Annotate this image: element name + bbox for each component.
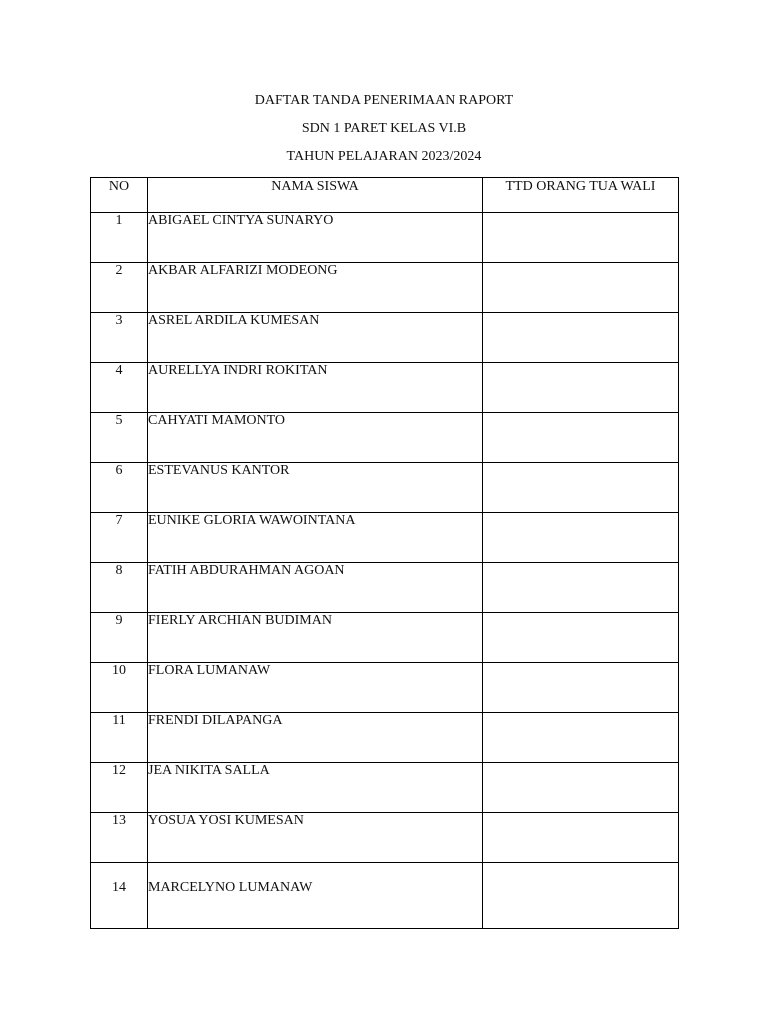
table-row — [91, 213, 679, 263]
row-number: 7 — [91, 513, 148, 563]
table-row — [91, 313, 679, 363]
row-number: 8 — [91, 563, 148, 613]
signature-cell — [483, 613, 679, 663]
header-student-name: NAMA SISWA — [148, 178, 483, 213]
student-name: AKBAR ALFARIZI MODEONG — [148, 263, 483, 313]
table-row — [91, 713, 679, 763]
signature-cell — [483, 763, 679, 813]
row-number: 3 — [91, 313, 148, 363]
table-row — [91, 263, 679, 313]
row-number: 10 — [91, 663, 148, 713]
row-number: 11 — [91, 713, 148, 763]
student-name: YOSUA YOSI KUMESAN — [148, 813, 483, 863]
table-row — [91, 413, 679, 463]
student-name: FRENDI DILAPANGA — [148, 713, 483, 763]
row-number: 6 — [91, 463, 148, 513]
row-number: 1 — [91, 213, 148, 263]
row-number: 2 — [91, 263, 148, 313]
row-number: 5 — [91, 413, 148, 463]
student-name: MARCELYNO LUMANAW — [148, 863, 483, 929]
signature-cell — [483, 363, 679, 413]
student-name: FLORA LUMANAW — [148, 663, 483, 713]
signature-cell — [483, 413, 679, 463]
row-number: 4 — [91, 363, 148, 413]
table-header-row — [91, 178, 679, 213]
academic-year-line: TAHUN PELAJARAN 2023/2024 — [286, 149, 482, 164]
header-parent-signature: TTD ORANG TUA WALI — [483, 178, 679, 213]
signature-cell — [483, 863, 679, 929]
signature-cell — [483, 513, 679, 563]
table-row — [91, 763, 679, 813]
table-row — [91, 563, 679, 613]
table-row — [91, 513, 679, 563]
student-name: AURELLYA INDRI ROKITAN — [148, 363, 483, 413]
signature-cell — [483, 813, 679, 863]
signature-cell — [483, 213, 679, 263]
student-name: CAHYATI MAMONTO — [148, 413, 483, 463]
row-number: 14 — [91, 863, 148, 929]
table-row — [91, 613, 679, 663]
table-row — [91, 813, 679, 863]
row-number: 12 — [91, 763, 148, 813]
table-row — [91, 863, 679, 929]
table-row — [91, 463, 679, 513]
signature-cell — [483, 263, 679, 313]
student-name: FATIH ABDURAHMAN AGOAN — [148, 563, 483, 613]
signature-cell — [483, 463, 679, 513]
student-name: ABIGAEL CINTYA SUNARYO — [148, 213, 483, 263]
signature-cell — [483, 313, 679, 363]
student-name: EUNIKE GLORIA WAWOINTANA — [148, 513, 483, 563]
signature-cell — [483, 563, 679, 613]
row-number: 9 — [91, 613, 148, 663]
school-class-line: SDN 1 PARET KELAS VI.B — [301, 121, 467, 136]
student-name: FIERLY ARCHIAN BUDIMAN — [148, 613, 483, 663]
row-number: 13 — [91, 813, 148, 863]
student-name: ESTEVANUS KANTOR — [148, 463, 483, 513]
document-title: DAFTAR TANDA PENERIMAAN RAPORT — [254, 93, 514, 108]
table-row — [91, 663, 679, 713]
table-row — [91, 363, 679, 413]
signature-cell — [483, 713, 679, 763]
student-name: JEA NIKITA SALLA — [148, 763, 483, 813]
student-name: ASREL ARDILA KUMESAN — [148, 313, 483, 363]
header-no: NO — [91, 178, 148, 213]
signature-cell — [483, 663, 679, 713]
report-receipt-table — [90, 177, 679, 929]
